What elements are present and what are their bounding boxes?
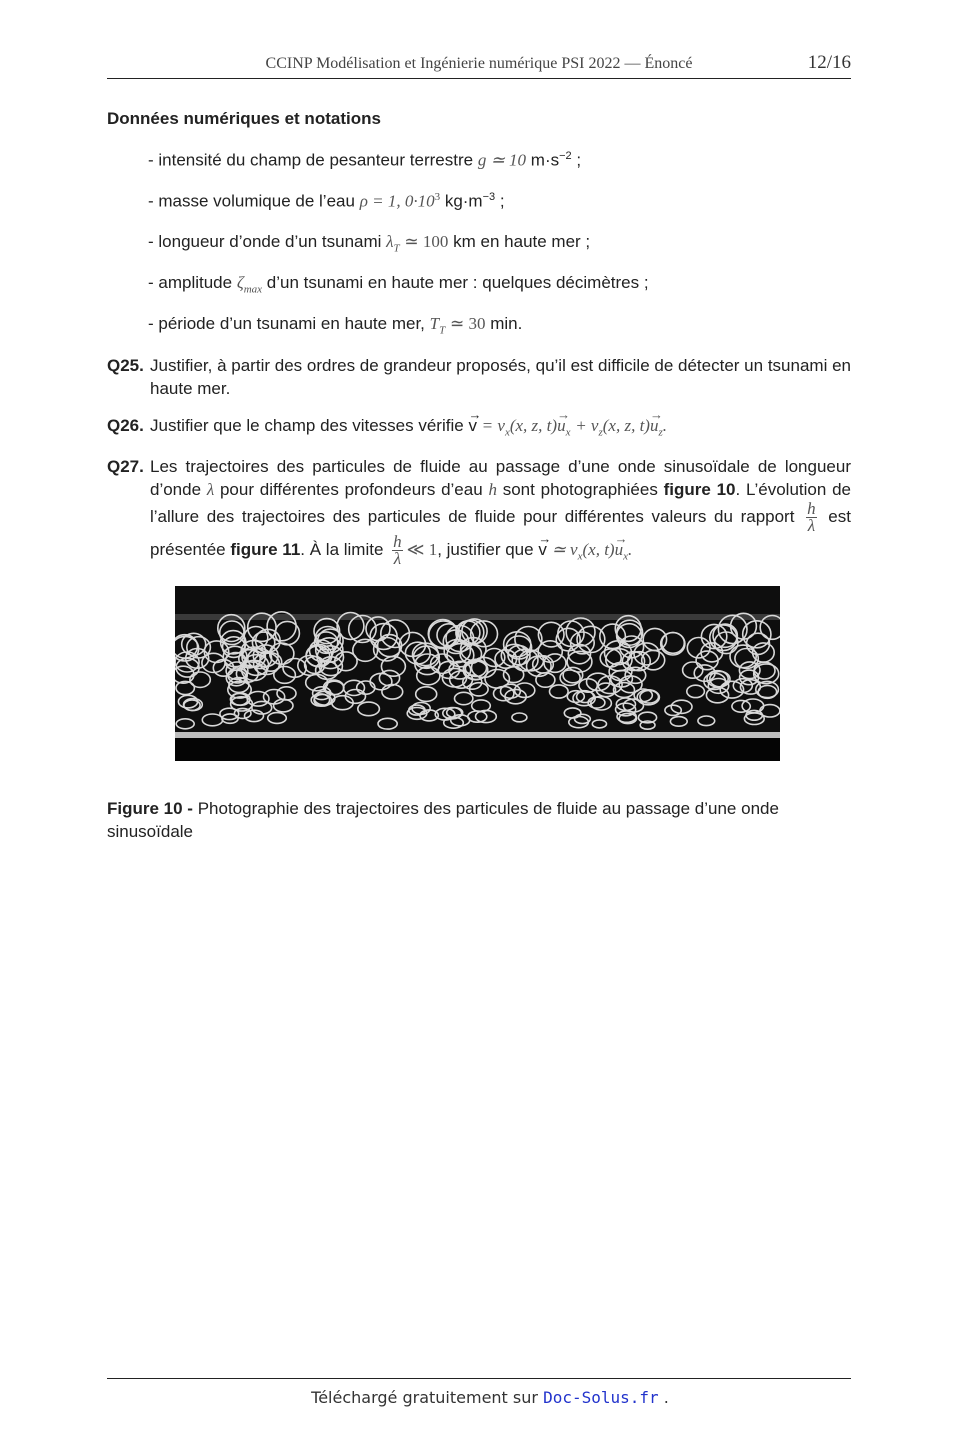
- figure-caption: [107, 797, 851, 843]
- question-q26: Q26. Justifier que le champ des vitesses vérifie → $v = v_x(x$, z, $t)\to u_x + v_z(x$, z, $t)\to u_z$.: [107, 414, 851, 444]
- header-title: CCINP Modélisation et Ingénierie numérique PSI 2022 — Énoncé: [265, 55, 693, 72]
- bullet-period: - période d’un tsunami en haute mer, $T_T$ ≃ 30 min.: [148, 314, 523, 337]
- figure-11-ref: figure 11: [230, 539, 301, 559]
- figure-label: Figure 10 -: [107, 799, 193, 818]
- question-text: Justifier, à partir des ordres de grandeur proposés, qu’il est difficile de détecter un tsunami en haute mer.: [150, 356, 851, 398]
- bullet-density: - masse volumique de l’eau ρ = 1, $0\cdot 10^3$ $kg\cdot m^{-3}$ ;: [148, 191, 505, 211]
- question-q27: Q27. Les trajectoires des particules de fluide au passage d’une onde sinusoïdale de longueur d’onde λ pour différentes profondeurs d’eau h sont photographiées figure 10. L’évolution de l’allure des trajectoires des particules de fluide pour différentes valeurs du rapport $\frac{h}{\lambda}$ est présentée figure 11. À la limite $\frac{h}{\lambda}$ ≪ 1, justifier que → v ≃ $v_x(x$, $t)\to u_x$.: [107, 455, 851, 568]
- bullet-wavelength: - longueur d’onde d’un tsunami $\lambda_T$ ≃ 100 km en haute mer ;: [148, 232, 591, 255]
- fraction-h-lambda: $\frac{h}{\lambda}$: [807, 499, 816, 535]
- figure-10-ref: figure 10: [663, 480, 736, 499]
- footer-rule: [107, 1378, 851, 1379]
- figure-caption-text: Photographie des trajectoires des particules de fluide au passage d’une onde sinusoïdale: [107, 799, 779, 841]
- doc-solus-link[interactable]: Doc-Solus.fr: [543, 1388, 659, 1407]
- page-header: [107, 52, 851, 79]
- question-number: Q27.: [107, 457, 144, 476]
- section-title: Données numériques et notations: [107, 109, 381, 128]
- question-number: Q26.: [107, 416, 144, 435]
- question-number: Q25.: [107, 356, 144, 375]
- bullet-amplitude: - amplitude $\zeta_{max}$ d’un tsunami en haute mer : quelques décimètres ;: [148, 273, 649, 296]
- bullet-gravity: - intensité du champ de pesanteur terrestre g ≃ 10 $m\cdot s^{-2}$ ;: [148, 150, 582, 170]
- question-q25: [107, 354, 851, 400]
- page-number: 12/16: [807, 52, 851, 73]
- figure-10-photo: [175, 586, 780, 761]
- particle-trajectories-image: [175, 586, 780, 761]
- page-footer: Téléchargé gratuitement sur Doc-Solus.fr .: [311, 1388, 669, 1407]
- fraction-h-lambda-limit: $\frac{h}{\lambda}$: [393, 532, 402, 568]
